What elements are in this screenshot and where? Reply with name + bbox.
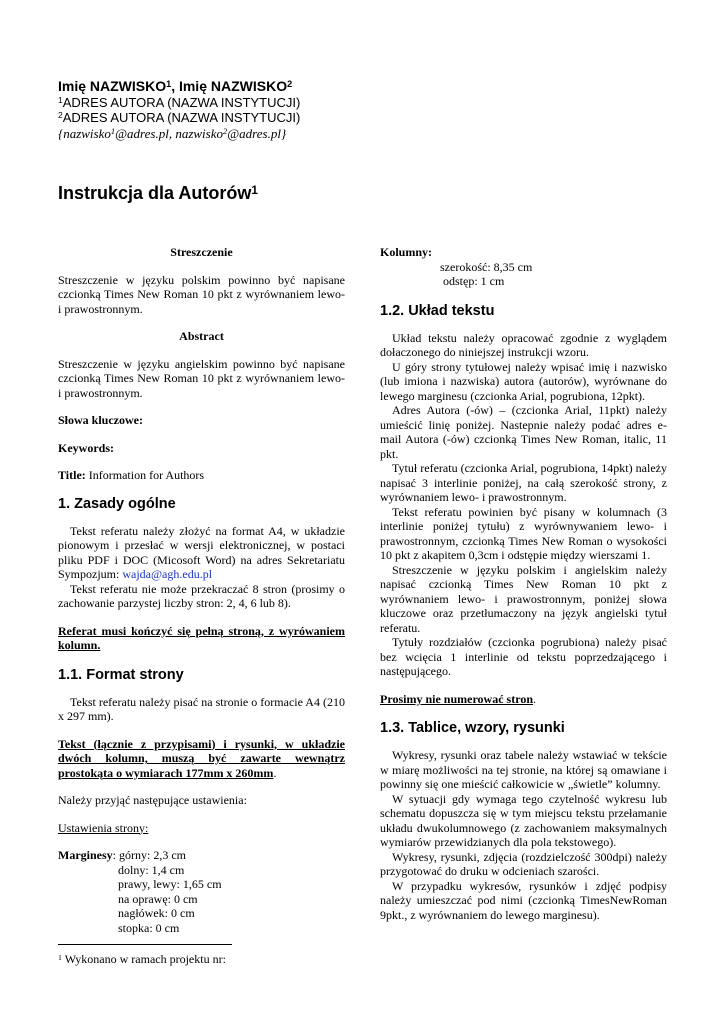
section-1-2-paragraph: Adres Autora (-ów) – (czcionka Arial, 11pkt) należy umieścić linię poniżej. Nastepnie należy podać adres e-mail Autora (-ów) czcionką Times New Roman, italic, 11 pkt.	[380, 403, 667, 461]
streszczenie-heading: Streszczenie	[170, 245, 233, 259]
left-column	[58, 245, 345, 935]
punctuation: .	[273, 765, 277, 780]
section-1-2-heading: 1.2. Układ tekstu	[380, 302, 495, 319]
section-1-1-heading: 1.1. Format strony	[58, 666, 184, 683]
abstract-heading: Abstract	[179, 329, 224, 343]
margins-block	[58, 848, 345, 935]
no-page-numbers-note	[380, 692, 667, 707]
margin-value: dolny: 1,4 cm	[118, 862, 185, 877]
author-emails	[58, 126, 458, 142]
bold-underlined-text: Tekst (łącznie z przypisami) i rysunki, w układzie dwóch kolumn, muszą być zawarte wewnątrz prostokąta o wymiarach 177mm x 260mm	[58, 736, 345, 780]
section-1-2-paragraph: Streszczenie w języku polskim i angielskim należy napisać czcionką Times New Roman 10 pkt z wyrównaniem lewo- i prawostronnym, poniżej słowa kluczowe oraz przetłumaczony na język angielski tytuł referatu.	[380, 562, 667, 635]
footnote-divider	[58, 944, 232, 945]
title-text: Instrukcja dla Autorów	[58, 183, 252, 203]
author-name-2: , Imię NAZWISKO	[171, 78, 288, 94]
margin-row	[58, 906, 345, 921]
section-1-3-paragraph: W sytuacji gdy wymaga tego czytelność wykresu lub schematu dopuszcza się w tym miejscu tekstu przełamanie układu dwukolumnowego (z zachowaniem maksymalnych wymiarów przewidzianych dla pola tekstowego).	[380, 791, 667, 849]
superscript: 2	[58, 110, 63, 121]
punctuation: .	[533, 691, 536, 706]
footnote	[58, 952, 226, 967]
footnote-marker: 1	[58, 952, 62, 962]
section-1-2-paragraph: Tytuły rozdziałów (czcionka pogrubiona) należy pisać bez wcięcia 1 interlinie od tekstu poprzedzającego i następującego.	[380, 635, 667, 678]
columns-label: Kolumny:	[380, 245, 433, 259]
section-1-3-paragraph: W przypadku wykresów, rysunków i zdjęć podpisy należy umieszczać pod nimi (czcionką TimesNewRoman 9pkt., z wyrównaniem do lewego marginesu).	[380, 878, 667, 922]
email-text: @adres.pl, nazwisko	[115, 126, 223, 141]
author-address-1	[58, 95, 458, 110]
keywords-label: Keywords:	[58, 440, 114, 455]
section-1-3-heading: 1.3. Tablice, wzory, rysunki	[380, 720, 565, 736]
section-1-1-bold-note	[58, 737, 345, 781]
page-settings-label: Ustawienia strony:	[58, 820, 149, 835]
email-link[interactable]: wajda@agh.edu.pl	[122, 567, 213, 581]
section-1-2-paragraph: Układ tekstu należy opracować zgodnie z wyglądem dołaczonego do niniejszej instrukcji wzoru.	[380, 330, 667, 359]
email-text: {nazwisko	[58, 126, 111, 141]
margins-label: Marginesy	[58, 848, 113, 862]
section-1-heading: 1. Zasady ogólne	[58, 495, 176, 512]
columns-gap: odstęp: 1 cm	[443, 274, 505, 288]
title-label: Title:	[58, 468, 86, 482]
footnote-text: Wykonano w ramach projektu nr:	[61, 952, 226, 966]
superscript: 1	[166, 78, 172, 89]
streszczenie-text: Streszczenie w języku polskim powinno być napisane czcionką Times New Roman 10 pkt z wyrównaniem lewo- i prawostronnym.	[58, 272, 345, 316]
margin-row	[58, 921, 345, 936]
address-text: ADRES AUTORA (NAZWA INSTYTUCJI)	[62, 110, 301, 125]
section-1-paragraph	[58, 524, 345, 582]
superscript: 1	[58, 95, 63, 106]
address-text: ADRES AUTORA (NAZWA INSTYTUCJI)	[62, 95, 301, 110]
margin-row	[58, 863, 345, 878]
margin-value: na oprawę: 0 cm	[118, 891, 198, 906]
bold-underlined-text: Prosimy nie numerować stron	[380, 691, 533, 706]
author-names	[58, 78, 458, 95]
right-column	[380, 245, 667, 922]
margin-value: : górny: 2,3 cm	[112, 848, 186, 862]
email-text: @adres.pl}	[227, 126, 287, 141]
abstract-text: Streszczenie w języku angielskim powinno być napisane czcionką Times New Roman 10 pkt z wyrównaniem lewo- i prawostronnym.	[58, 356, 345, 400]
settings-intro: Należy przyjąć następujące ustawienia:	[58, 793, 247, 807]
margin-value: stopka: 0 cm	[118, 920, 180, 935]
section-1-paragraph-2: Tekst referatu nie może przekraczać 8 stron (prosimy o zachowanie parzystej liczby stron: 2, 4, 6 lub 8).	[58, 581, 345, 610]
section-1-3-paragraph: Wykresy, rysunki, zdjęcia (rozdzielczość 300dpi) należy przygotować do druku w odcieniach szarości.	[380, 849, 667, 878]
margin-row	[58, 892, 345, 907]
margin-value: nagłówek: 0 cm	[118, 906, 195, 920]
section-1-2-paragraph: U góry strony tytułowej należy wpisać imię i nazwisko (lub imiona i nazwiska) autora (autorów), wyrównane do lewego marginesu (czcionka Arial, pogrubiona, 12pkt).	[380, 359, 667, 403]
section-1-1-paragraph: Tekst referatu należy pisać na stronie o formacie A4 (210 x 297 mm).	[58, 694, 345, 723]
section-1-2-paragraph: Tekst referatu powinien być pisany w kolumnach (3 interlinie poniżej tytułu) z wyrównywaniem lewo- i prawostronnym, czcionką Times New Roman o wysokości 10 pkt z akapitem 0,3cm i odstępie między wierszami 1.	[380, 504, 667, 562]
margin-row	[58, 848, 345, 863]
author-address-2	[58, 110, 458, 125]
title-line	[58, 468, 345, 483]
slowa-kluczowe-label: Słowa kluczowe:	[58, 413, 143, 427]
title-value: Information for Authors	[85, 468, 205, 482]
footnote-marker: 1	[251, 183, 258, 197]
superscript: 2	[287, 78, 293, 89]
margin-row	[58, 877, 345, 892]
author-name-1: Imię NAZWISKO	[58, 78, 167, 94]
section-1-3-paragraph: Wykresy, rysunki oraz tabele należy wstawiać w tekście w miarę możliwości na tej stronie, na której są omawiane i powinny się one mieścić całkowicie w „świetle” kolumny.	[380, 748, 667, 791]
author-header	[58, 78, 458, 142]
document-title	[58, 183, 258, 204]
columns-width: szerokość: 8,35 cm	[440, 259, 533, 274]
section-1-bold-note: Referat musi kończyć się pełną stroną, z wyrówaniem kolumn.	[58, 623, 345, 652]
paragraph-text: Tekst referatu należy złożyć na format A4, w układzie pionowym i przesłać w wersji elektronicznej, w postaci pliku PDF i DOC (Micosoft Word) na adres Sekretariatu Sympozjum:	[58, 523, 345, 581]
superscript: 1	[110, 126, 116, 137]
section-1-2-paragraph: Tytuł referatu (czcionka Arial, pogrubiona, 14pkt) należy napisać 3 interlinie poniżej, na całą szerokość strony, z wyrównaniem lewo- i prawostronnym.	[380, 461, 667, 504]
margin-value: prawy, lewy: 1,65 cm	[118, 877, 222, 891]
superscript: 2	[223, 126, 228, 137]
